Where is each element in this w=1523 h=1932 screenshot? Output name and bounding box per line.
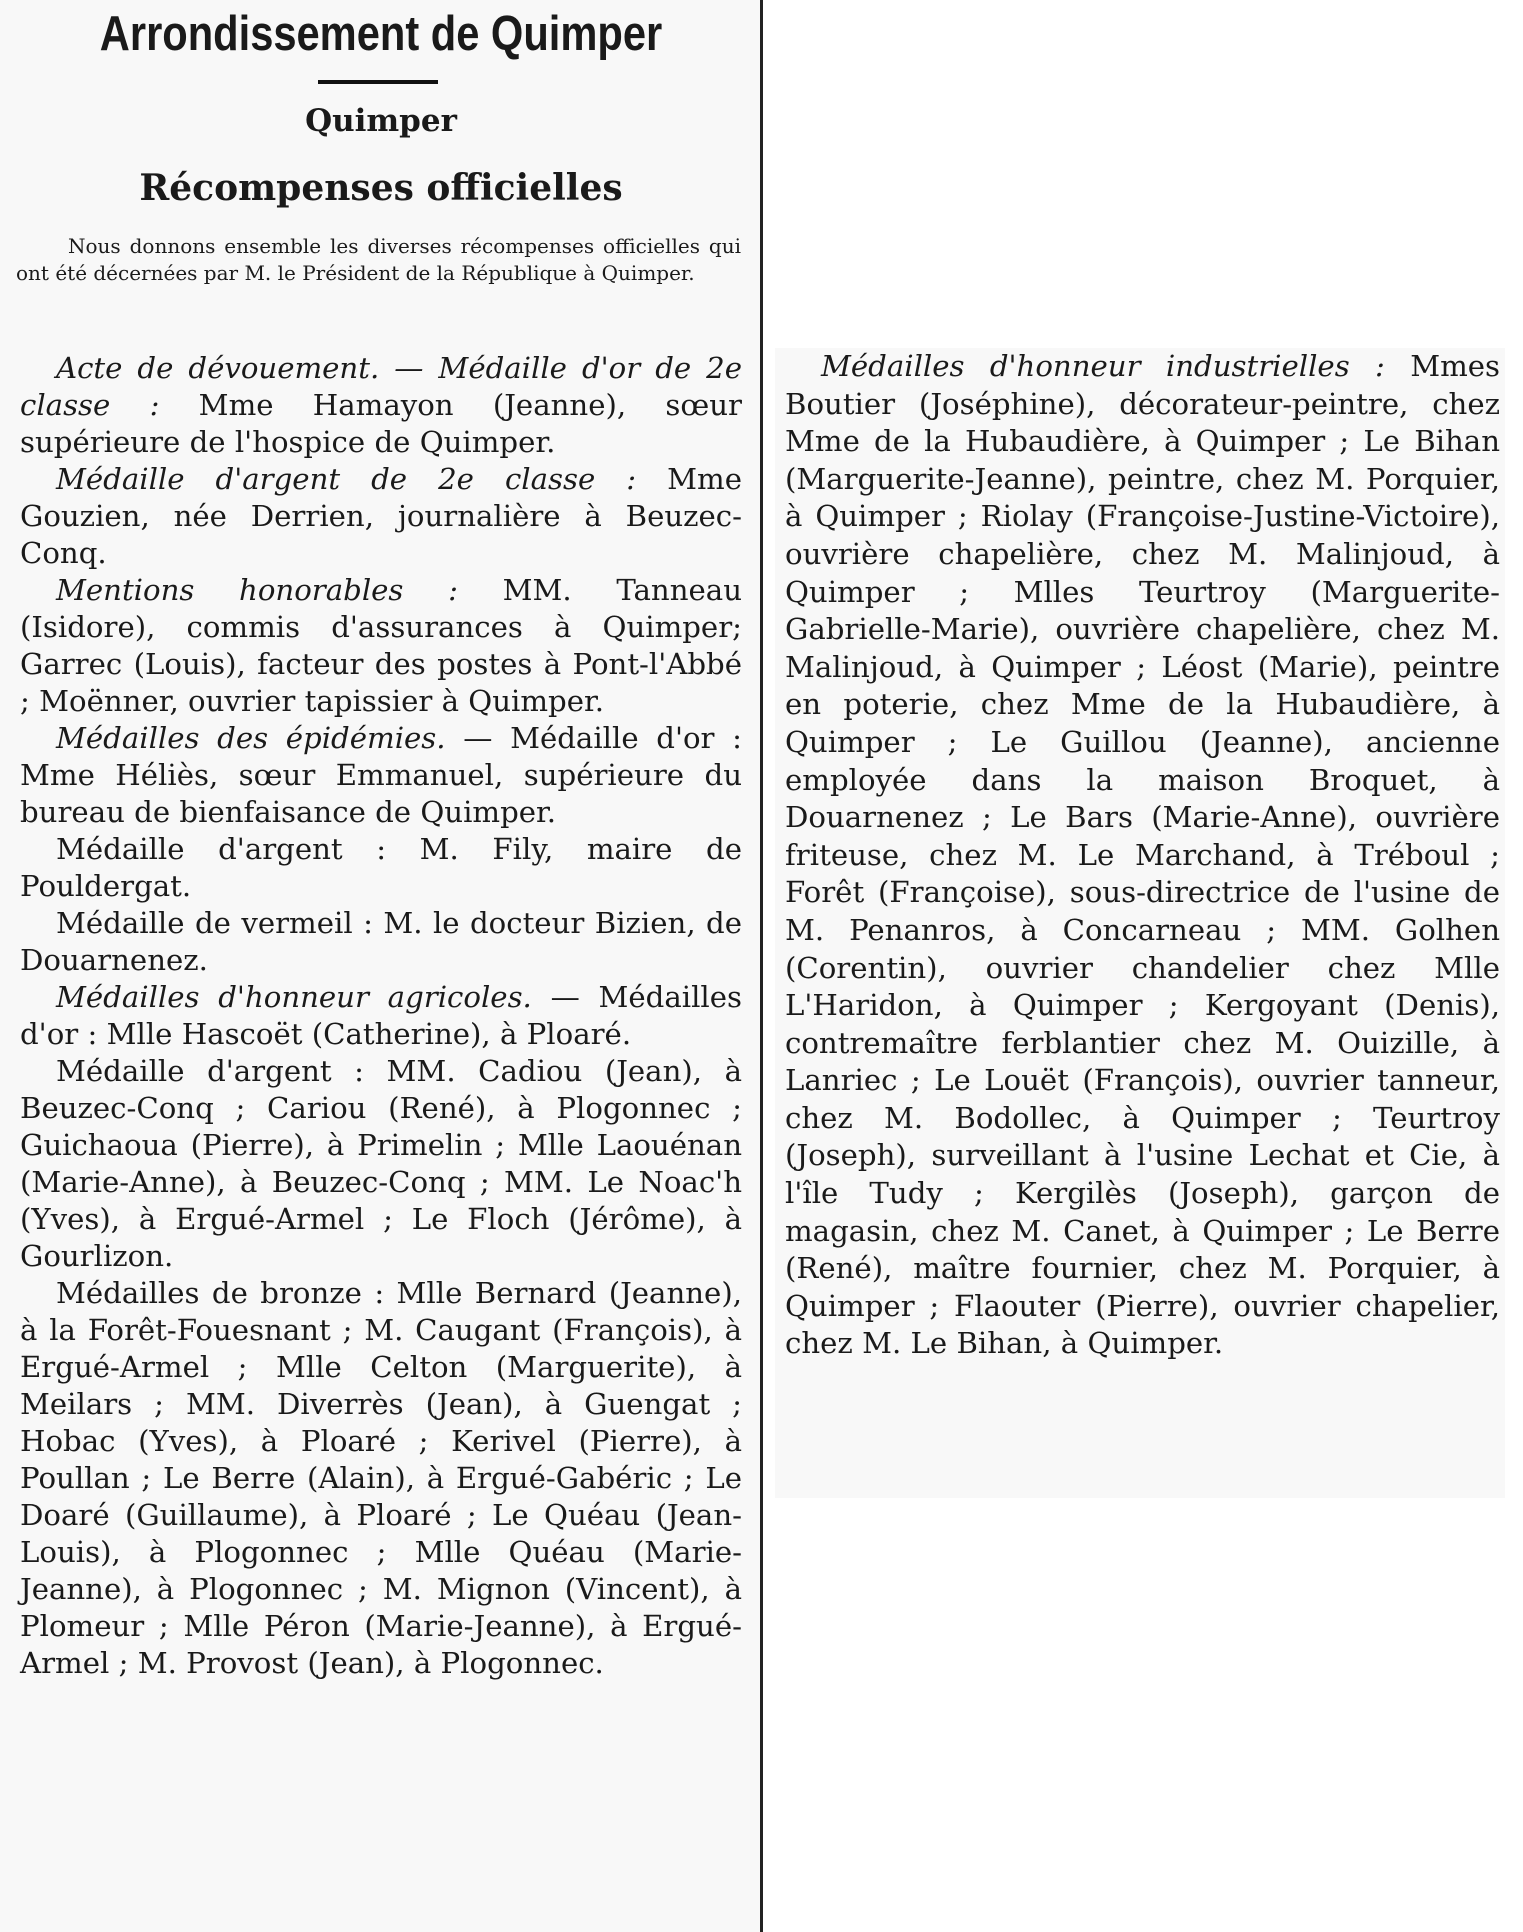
award-text: Médailles de bronze : Mlle Bernard (Jeanne), à la Forêt-Fouesnant ; M. Caugant (François), à Ergué-Armel ; Mlle Celton (Marguerite), à Meilars ; MM. Diverrès (Jean), à Guengat ; Hobac (Yves), à Ploaré ; Kerivel (Pierre), à Poullan ; Le Berre (Alain), à Ergué-Gabéric ; Le Doaré (Guillaume), à Ploaré ; Le Quéau (Jean-Louis), à Plogonnec ; Mlle Quéau (Marie-Jeanne), à Plogonnec ; M. Mignon (Vincent), à Plomeur ; Mlle Péron (Marie-Jeanne), à Ergué-Armel ; M. Provost (Jean), à Plogonnec. (20, 1276, 742, 1680)
award-paragraph (20, 720, 742, 831)
award-text: Mme Gouzien, née Derrien, journalière à Beuzec-Conq. (20, 462, 742, 570)
section-heading: Récompenses officielles (139, 167, 623, 209)
award-heading: Médailles des épidémies. (56, 721, 446, 755)
award-paragraph (20, 461, 742, 572)
award-heading: Médailles d'honneur industrielles : (821, 349, 1385, 383)
award-heading: Acte de dévouement. — Médaille d'or de 2e classe : (20, 351, 742, 422)
title-rule (318, 80, 438, 84)
award-text: Médaille d'argent : MM. Cadiou (Jean), à Beuzec-Conq ; Cariou (René), à Plogonnec ; Guichaoua (Pierre), à Primelin ; Mlle Laouénan (Marie-Anne), à Beuzec-Conq ; MM. Le Noac'h (Yves), à Ergué-Armel ; Le Floch (Jérôme), à Gourlizon. (20, 1054, 742, 1273)
award-text: MM. Tanneau (Isidore), commis d'assurances à Quimper; Garrec (Louis), facteur des postes à Pont-l'Abbé ; Moënner, ouvrier tapissier à Quimper. (20, 573, 742, 718)
award-paragraph (20, 831, 742, 905)
right-column-body (785, 348, 1500, 1363)
award-heading: Médaille d'argent de 2e classe : (56, 462, 637, 496)
award-paragraph (785, 348, 1500, 1363)
town-heading: Quimper (305, 103, 457, 139)
award-text: Mme Hamayon (Jeanne), sœur supérieure de l'hospice de Quimper. (20, 388, 742, 459)
award-paragraph (20, 905, 742, 979)
award-heading: Mentions honorables : (56, 573, 458, 607)
award-paragraph (20, 1275, 742, 1682)
column-divider (760, 0, 763, 1932)
left-column (0, 0, 760, 1932)
left-column-body (20, 350, 742, 1682)
award-text: Mmes Boutier (Joséphine), décorateur-peintre, chez Mme de la Hubaudière, à Quimper ; Le Bihan (Marguerite-Jeanne), peintre, chez M. Porquier, à Quimper ; Riolay (Françoise-Justine-Victoire), ouvrière chapelière, chez M. Malinjoud, à Quimper ; Mlles Teurtroy (Marguerite-Gabrielle-Marie), ouvrière chapelière, chez M. Malinjoud, à Quimper ; Léost (Marie), peintre en poterie, chez Mme de la Hubaudière, à Quimper ; Le Guillou (Jeanne), ancienne employée dans la maison Broquet, à Douarnenez ; Le Bars (Marie-Anne), ouvrière friteuse, chez M. Le Marchand, à Tréboul ; Forêt (Françoise), sous-directrice de l'usine de M. Penanros, à Concarneau ; MM. Golhen (Corentin), ouvrier chandelier chez Mlle L'Haridon, à Quimper ; Kergoyant (Denis), contremaître ferblantier chez M. Ouizille, à Lanriec ; Le Louët (François), ouvrier tanneur, chez M. Bodollec, à Quimper ; Teurtroy (Joseph), surveillant à l'usine Lechat et Cie, à l'île Tudy ; Kergilès (Joseph), garçon de magasin, chez M. Canet, à Quimper ; Le Berre (René), maître fournier, chez M. Porquier, à Quimper ; Flaouter (Pierre), ouvrier chapelier, chez M. Le Bihan, à Quimper. (785, 349, 1501, 1361)
award-text: — Médailles d'or : Mlle Hascoët (Catherine), à Ploaré. (20, 980, 742, 1051)
award-text: Médaille de vermeil : M. le docteur Bizien, de Douarnenez. (20, 906, 742, 977)
article-title: Arrondissement de Quimper (99, 7, 663, 61)
right-column (775, 348, 1505, 1498)
award-heading: Médailles d'honneur agricoles. (56, 980, 532, 1014)
award-paragraph (20, 1053, 742, 1275)
award-paragraph (20, 979, 742, 1053)
award-paragraph (20, 350, 742, 461)
award-text: — Médaille d'or : Mme Héliès, sœur Emmanuel, supérieure du bureau de bienfaisance de Quimper. (20, 721, 742, 829)
award-text: Médaille d'argent : M. Fily, maire de Pouldergat. (20, 832, 742, 903)
award-paragraph (20, 572, 742, 720)
intro-paragraph: Nous donnons ensemble les diverses récompenses officielles qui ont été décernées par M. le Président de la République à Quimper. (16, 234, 741, 285)
